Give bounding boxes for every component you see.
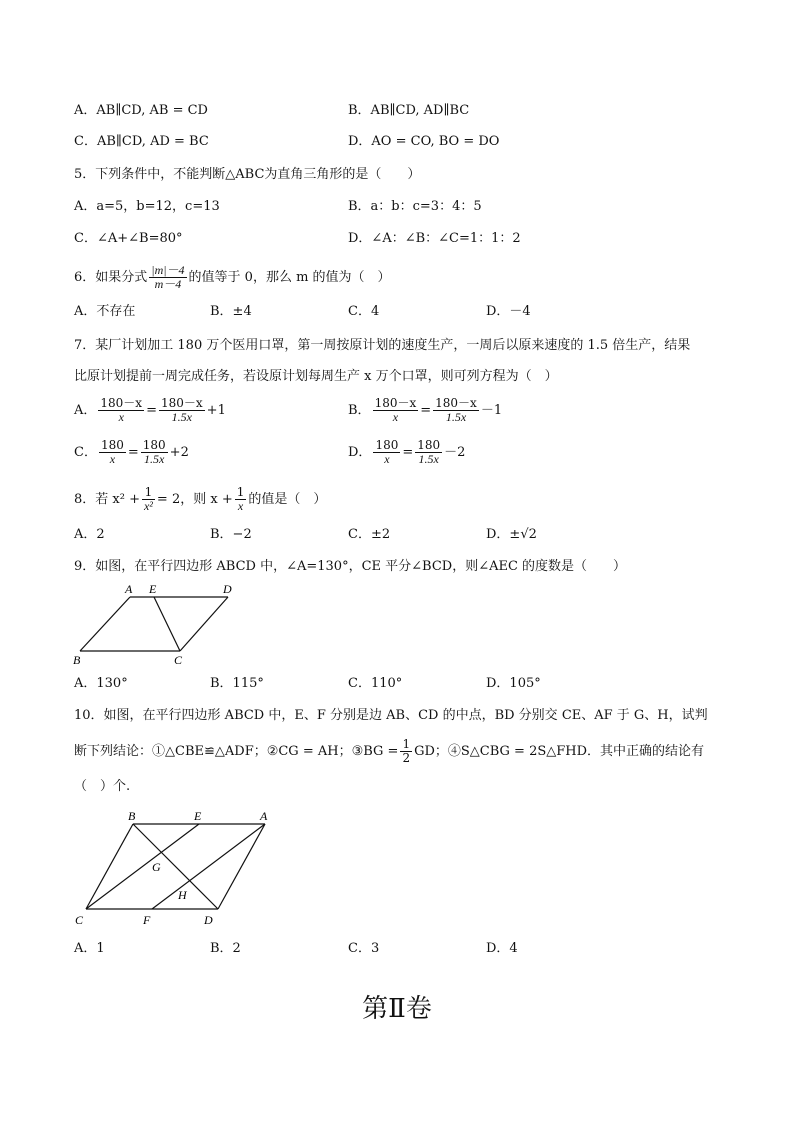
q10-stem-line1: 10．如图，在平行四边形 ABCD 中，E、F 分别是边 AB、CD 的中点，BD 分别交 CE、AF 于 G、H，试判 [74, 708, 708, 723]
q5-option-c: C．∠A+∠B=80° [74, 231, 183, 246]
q9-figure-parallelogram [70, 580, 240, 670]
q7-option-a: A． $\frac{180-x}{x}$ = $\frac{180-x}{1.5x}$ +1 [74, 396, 226, 424]
q9-option-d: D．105° [486, 676, 541, 691]
q7-d-tail: －2 [444, 445, 466, 460]
q7-option-d: D． $\frac{180}{x}$ = $\frac{180}{1.5x}$ －2 [348, 438, 466, 466]
q10-frac-num: 1 [402, 737, 411, 751]
q9-label-d: D [223, 582, 232, 596]
q8-frac1-num: 1 [142, 486, 155, 500]
q7-d-den1: x [384, 452, 390, 466]
q7-option-c-label: C． [74, 445, 97, 460]
q9-option-c: C．110° [348, 676, 403, 691]
q7-option-b: B． $\frac{180-x}{x}$ = $\frac{180-x}{1.5x}$ －1 [348, 396, 503, 424]
q10-label-d: D [204, 913, 213, 927]
q10-label-e: E [194, 809, 202, 823]
q7-option-c: C． $\frac{180}{x}$ = $\frac{180}{1.5x}$ +2 [74, 438, 189, 466]
q9-label-a: A [125, 582, 133, 596]
q10-option-b: B．2 [210, 941, 241, 956]
q8-frac1-den: x² [143, 499, 153, 513]
q4-option-d: D．AO = CO, BO = DO [348, 134, 500, 149]
q6-option-a: A．不存在 [74, 304, 136, 319]
q10-stem-line2 [74, 738, 704, 765]
q10-label-a: A [260, 809, 268, 823]
q7-c-den2: 1.5x [144, 452, 165, 466]
q10-label-f: F [143, 913, 151, 927]
q10-stem-line3: （ ）个. [74, 779, 131, 794]
q7-a-den2: 1.5x [171, 410, 192, 424]
q6-stem-post: 的值等于 0，那么 m 的值为（ ） [188, 270, 391, 285]
q10-option-a: A．1 [74, 941, 105, 956]
q10-label-h: H [178, 888, 187, 902]
q7-b-tail: －1 [480, 403, 503, 418]
q10-diagonal-bd [133, 824, 218, 909]
q5-option-a: A．a=5，b=12，c=13 [74, 199, 220, 214]
q9-label-c: C [174, 653, 183, 667]
q10-segment-af [152, 824, 265, 909]
q10-label-c: C [75, 913, 84, 927]
q4-option-c: C．AB∥CD, AD = BC [74, 134, 209, 149]
q7-option-d-label: D． [348, 445, 372, 460]
q6-fraction-num: |m|－4 [151, 263, 185, 277]
q7-c-den1: x [109, 452, 116, 466]
q7-option-b-label: B． [348, 403, 371, 418]
q9-option-a: A．130° [74, 676, 128, 691]
q4-option-a: A．AB∥CD, AB = CD [74, 103, 208, 118]
q8-option-b: B．−2 [210, 527, 252, 542]
q10-label-b: B [128, 809, 136, 823]
q4-option-b: B．AB∥CD, AD∥BC [348, 103, 470, 118]
q10-edge-bc [86, 824, 133, 909]
q9-label-e: E [149, 582, 157, 596]
q9-label-b: B [73, 653, 81, 667]
q5-stem: 5．下列条件中，不能判断△ABC为直角三角形的是（ ） [74, 167, 421, 182]
q10-label-g: G [152, 860, 161, 874]
q7-b-den1: x [392, 410, 399, 424]
q7-d-num2: 180 [417, 438, 441, 452]
q7-c-num1: 180 [100, 438, 124, 452]
q9-edge-ab [80, 597, 130, 651]
q9-segment-ce [154, 597, 180, 651]
q7-stem-line1: 7．某厂计划加工 180 万个医用口罩，第一周按原计划的速度生产，一周后以原来速度的 1.5 倍生产，结果 [74, 338, 691, 353]
q7-d-den2: 1.5x [418, 452, 439, 466]
q7-d-num1: 180 [375, 438, 399, 452]
q6-stem-pre: 6．如果分式 [74, 270, 148, 285]
q10-option-d: D．4 [486, 941, 518, 956]
q7-a-tail: +1 [206, 403, 226, 418]
q7-b-num1: 180－x [374, 396, 417, 410]
q8-stem-pre: 8．若 x² + [74, 492, 140, 507]
q8-frac2-den: x [237, 499, 244, 513]
q7-stem-line2: 比原计划提前一周完成任务，若设原计划每周生产 x 万个口罩，则可列方程为（ ） [74, 369, 558, 384]
q8-frac2-num: 1 [236, 485, 245, 499]
q7-c-tail: +2 [169, 445, 189, 460]
q7-b-den2: 1.5x [445, 410, 467, 424]
q6-option-d: D．－4 [486, 304, 531, 319]
q7-a-den1: x [118, 410, 124, 424]
q6-stem [74, 264, 391, 291]
section-title: 第Ⅱ卷 [362, 994, 432, 1024]
q8-option-d: D．±√2 [486, 527, 537, 542]
q7-option-a-label: A． [74, 403, 97, 418]
q9-stem: 9．如图，在平行四边形 ABCD 中，∠A=130°，CE 平分∠BCD，则∠AEC 的度数是（ ） [74, 559, 627, 574]
q6-fraction [149, 264, 186, 291]
q10-stem-line2-pre: 断下列结论：①△CBE≌△ADF；②CG = AH；③BG = [74, 744, 399, 759]
q9-option-b: B．115° [210, 676, 264, 691]
q6-option-c: C．4 [348, 304, 380, 319]
q6-fraction-den: m－4 [154, 277, 182, 291]
q8-option-a: A．2 [74, 527, 105, 542]
q8-stem-post: 的值是（ ） [248, 492, 327, 507]
q7-a-num2: 180－x [160, 396, 203, 410]
q8-stem-mid: = 2，则 x + [156, 492, 233, 507]
q10-figure-parallelogram [70, 802, 285, 932]
q7-c-num2: 180 [142, 438, 166, 452]
q9-edge-cd [180, 597, 228, 651]
q8-stem [74, 486, 326, 513]
q6-option-b: B．±4 [210, 304, 252, 319]
q8-option-c: C．±2 [348, 527, 391, 542]
q7-b-num2: 180－x [435, 396, 477, 410]
q10-option-c: C．3 [348, 941, 380, 956]
q10-frac-den: 2 [402, 751, 411, 765]
q10-stem-line2-post: GD；④S△CBG = 2S△FHD．其中正确的结论有 [414, 744, 705, 759]
q10-edge-da [218, 824, 265, 909]
q7-a-num1: 180－x [100, 396, 143, 410]
q5-option-d: D．∠A：∠B：∠C=1：1：2 [348, 231, 521, 246]
q5-option-b: B．a：b：c=3：4：5 [348, 199, 482, 214]
